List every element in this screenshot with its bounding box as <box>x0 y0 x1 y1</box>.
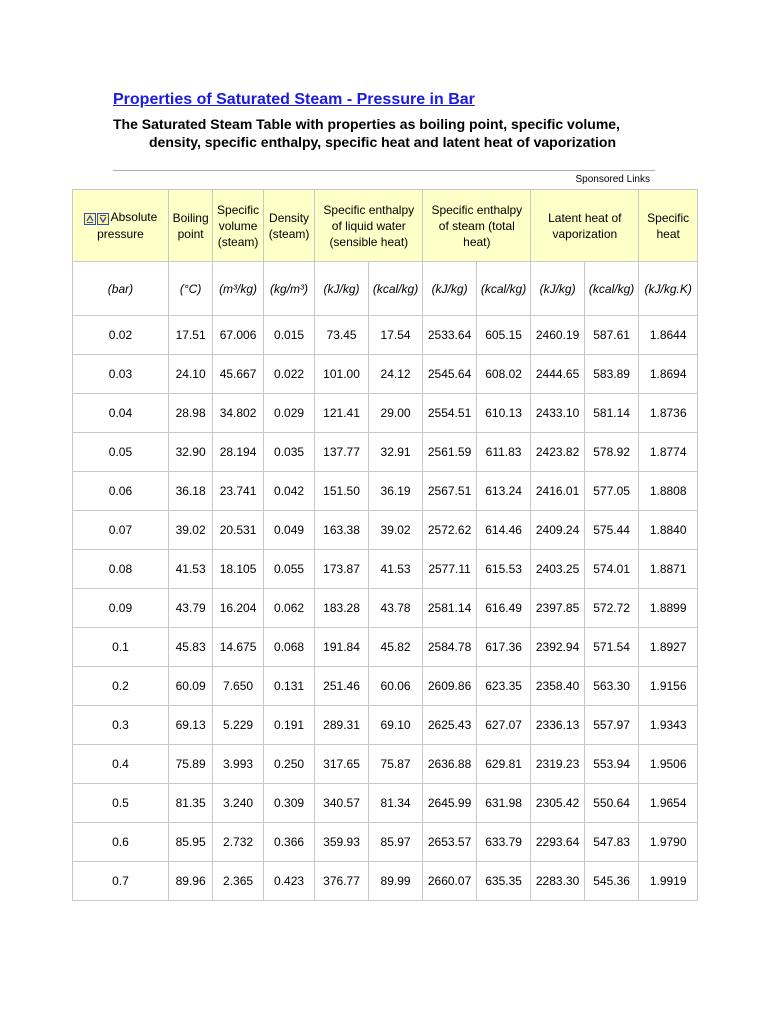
table-cell: 0.029 <box>263 394 314 433</box>
table-cell: 575.44 <box>584 511 639 550</box>
table-cell: 631.98 <box>476 784 531 823</box>
table-cell: 45.667 <box>213 355 263 394</box>
table-cell: 36.18 <box>168 472 212 511</box>
table-cell: 2460.19 <box>531 316 585 355</box>
table-cell: 553.94 <box>584 745 639 784</box>
unit-cell: (kcal/kg) <box>476 262 531 316</box>
table-cell: 578.92 <box>584 433 639 472</box>
table-row <box>73 550 698 589</box>
table-cell: 60.09 <box>168 667 212 706</box>
table-cell: 0.062 <box>263 589 314 628</box>
table-cell: 81.34 <box>368 784 423 823</box>
table-row <box>73 511 698 550</box>
table-cell: 633.79 <box>476 823 531 862</box>
steam-table <box>72 189 698 901</box>
table-cell: 0.2 <box>73 667 169 706</box>
table-cell: 615.53 <box>476 550 531 589</box>
table-cell: 43.79 <box>168 589 212 628</box>
page-title-link[interactable]: Properties of Saturated Steam - Pressure in Bar <box>113 91 475 108</box>
unit-cell: (kcal/kg) <box>584 262 639 316</box>
table-cell: 571.54 <box>584 628 639 667</box>
table-cell: 0.1 <box>73 628 169 667</box>
table-cell: 43.78 <box>368 589 423 628</box>
table-cell: 191.84 <box>315 628 369 667</box>
table-cell: 151.50 <box>315 472 369 511</box>
unit-cell: (kJ/kg) <box>423 262 477 316</box>
table-cell: 2533.64 <box>423 316 477 355</box>
header-boiling-point: Boiling point <box>168 190 212 262</box>
table-cell: 32.90 <box>168 433 212 472</box>
table-cell: 36.19 <box>368 472 423 511</box>
table-cell: 2645.99 <box>423 784 477 823</box>
table-cell: 32.91 <box>368 433 423 472</box>
table-cell: 34.802 <box>213 394 263 433</box>
table-cell: 39.02 <box>368 511 423 550</box>
table-cell: 2.365 <box>213 862 263 901</box>
table-cell: 583.89 <box>584 355 639 394</box>
table-cell: 85.95 <box>168 823 212 862</box>
table-cell: 2584.78 <box>423 628 477 667</box>
sponsored-links-label: Sponsored Links <box>575 174 650 185</box>
units-row <box>73 262 698 316</box>
table-cell: 89.99 <box>368 862 423 901</box>
divider <box>113 170 655 171</box>
table-cell: 0.06 <box>73 472 169 511</box>
table-cell: 41.53 <box>368 550 423 589</box>
table-cell: 0.3 <box>73 706 169 745</box>
table-cell: 2423.82 <box>531 433 585 472</box>
table-cell: 0.042 <box>263 472 314 511</box>
header-latent-heat: Latent heat of vaporization <box>531 190 639 262</box>
table-cell: 73.45 <box>315 316 369 355</box>
table-cell: 0.7 <box>73 862 169 901</box>
table-cell: 629.81 <box>476 745 531 784</box>
table-cell: 2409.24 <box>531 511 585 550</box>
table-cell: 623.35 <box>476 667 531 706</box>
table-row <box>73 628 698 667</box>
table-cell: 14.675 <box>213 628 263 667</box>
table-cell: 1.9156 <box>639 667 698 706</box>
table-cell: 0.068 <box>263 628 314 667</box>
table-cell: 545.36 <box>584 862 639 901</box>
table-cell: 557.97 <box>584 706 639 745</box>
unit-cell: (kJ/kg) <box>315 262 369 316</box>
table-cell: 0.191 <box>263 706 314 745</box>
table-cell: 101.00 <box>315 355 369 394</box>
table-cell: 0.049 <box>263 511 314 550</box>
table-cell: 45.82 <box>368 628 423 667</box>
table-cell: 23.741 <box>213 472 263 511</box>
table-cell: 1.8694 <box>639 355 698 394</box>
table-cell: 2403.25 <box>531 550 585 589</box>
table-cell: 0.423 <box>263 862 314 901</box>
table-cell: 0.03 <box>73 355 169 394</box>
header-specific-volume: Specific volume (steam) <box>213 190 263 262</box>
header-absolute-pressure <box>73 190 169 262</box>
sort-down-icon[interactable] <box>97 213 109 225</box>
table-cell: 16.204 <box>213 589 263 628</box>
table-cell: 577.05 <box>584 472 639 511</box>
table-cell: 0.015 <box>263 316 314 355</box>
table-cell: 0.4 <box>73 745 169 784</box>
header-label: Absolute pressure <box>97 210 158 241</box>
table-row <box>73 784 698 823</box>
table-cell: 2319.23 <box>531 745 585 784</box>
table-row <box>73 394 698 433</box>
table-cell: 610.13 <box>476 394 531 433</box>
table-cell: 359.93 <box>315 823 369 862</box>
table-cell: 0.250 <box>263 745 314 784</box>
table-row <box>73 745 698 784</box>
table-cell: 2572.62 <box>423 511 477 550</box>
table-cell: 0.02 <box>73 316 169 355</box>
table-cell: 2609.86 <box>423 667 477 706</box>
table-cell: 2554.51 <box>423 394 477 433</box>
table-cell: 587.61 <box>584 316 639 355</box>
table-cell: 2653.57 <box>423 823 477 862</box>
table-cell: 0.07 <box>73 511 169 550</box>
table-cell: 2397.85 <box>531 589 585 628</box>
table-cell: 0.6 <box>73 823 169 862</box>
table-cell: 163.38 <box>315 511 369 550</box>
table-cell: 2545.64 <box>423 355 477 394</box>
table-cell: 340.57 <box>315 784 369 823</box>
table-cell: 614.46 <box>476 511 531 550</box>
table-cell: 608.02 <box>476 355 531 394</box>
table-cell: 69.10 <box>368 706 423 745</box>
table-cell: 20.531 <box>213 511 263 550</box>
table-cell: 29.00 <box>368 394 423 433</box>
header-specific-heat: Specific heat <box>639 190 698 262</box>
table-row <box>73 472 698 511</box>
table-cell: 581.14 <box>584 394 639 433</box>
table-cell: 85.97 <box>368 823 423 862</box>
table-cell: 611.83 <box>476 433 531 472</box>
table-cell: 0.05 <box>73 433 169 472</box>
unit-cell: (kcal/kg) <box>368 262 423 316</box>
table-cell: 3.240 <box>213 784 263 823</box>
table-cell: 28.194 <box>213 433 263 472</box>
table-cell: 2660.07 <box>423 862 477 901</box>
table-row <box>73 823 698 862</box>
unit-cell: (°C) <box>168 262 212 316</box>
table-cell: 1.9654 <box>639 784 698 823</box>
table-cell: 550.64 <box>584 784 639 823</box>
table-cell: 2305.42 <box>531 784 585 823</box>
table-cell: 7.650 <box>213 667 263 706</box>
table-cell: 0.04 <box>73 394 169 433</box>
table-cell: 0.309 <box>263 784 314 823</box>
table-cell: 60.06 <box>368 667 423 706</box>
table-cell: 2293.64 <box>531 823 585 862</box>
sort-up-icon[interactable] <box>84 213 96 225</box>
table-cell: 75.87 <box>368 745 423 784</box>
table-cell: 121.41 <box>315 394 369 433</box>
table-cell: 627.07 <box>476 706 531 745</box>
table-cell: 1.9343 <box>639 706 698 745</box>
table-cell: 28.98 <box>168 394 212 433</box>
table-cell: 173.87 <box>315 550 369 589</box>
unit-cell: (bar) <box>73 262 169 316</box>
table-cell: 1.9506 <box>639 745 698 784</box>
table-cell: 2336.13 <box>531 706 585 745</box>
table-cell: 2561.59 <box>423 433 477 472</box>
unit-cell: (kJ/kg) <box>531 262 585 316</box>
table-cell: 17.54 <box>368 316 423 355</box>
table-cell: 0.035 <box>263 433 314 472</box>
table-cell: 0.055 <box>263 550 314 589</box>
table-cell: 17.51 <box>168 316 212 355</box>
table-cell: 547.83 <box>584 823 639 862</box>
table-cell: 613.24 <box>476 472 531 511</box>
table-cell: 317.65 <box>315 745 369 784</box>
table-row <box>73 316 698 355</box>
unit-cell: (kg/m³) <box>263 262 314 316</box>
table-cell: 1.8774 <box>639 433 698 472</box>
table-cell: 1.8644 <box>639 316 698 355</box>
table-cell: 1.8899 <box>639 589 698 628</box>
table-cell: 0.131 <box>263 667 314 706</box>
table-cell: 616.49 <box>476 589 531 628</box>
table-cell: 2636.88 <box>423 745 477 784</box>
table-cell: 2416.01 <box>531 472 585 511</box>
table-cell: 2567.51 <box>423 472 477 511</box>
table-cell: 24.12 <box>368 355 423 394</box>
table-cell: 0.022 <box>263 355 314 394</box>
table-row <box>73 862 698 901</box>
header-enthalpy-steam: Specific enthalpy of steam (total heat) <box>423 190 531 262</box>
table-cell: 1.9790 <box>639 823 698 862</box>
table-cell: 1.8808 <box>639 472 698 511</box>
table-cell: 69.13 <box>168 706 212 745</box>
table-cell: 0.08 <box>73 550 169 589</box>
table-row <box>73 355 698 394</box>
table-cell: 2358.40 <box>531 667 585 706</box>
table-row <box>73 589 698 628</box>
table-cell: 18.105 <box>213 550 263 589</box>
table-cell: 2.732 <box>213 823 263 862</box>
table-cell: 24.10 <box>168 355 212 394</box>
table-cell: 572.72 <box>584 589 639 628</box>
table-cell: 2581.14 <box>423 589 477 628</box>
table-cell: 1.8840 <box>639 511 698 550</box>
table-cell: 1.9919 <box>639 862 698 901</box>
table-row <box>73 706 698 745</box>
table-cell: 75.89 <box>168 745 212 784</box>
table-cell: 89.96 <box>168 862 212 901</box>
table-cell: 5.229 <box>213 706 263 745</box>
unit-cell: (m³/kg) <box>213 262 263 316</box>
table-cell: 563.30 <box>584 667 639 706</box>
table-header-row <box>73 190 698 262</box>
table-cell: 67.006 <box>213 316 263 355</box>
table-cell: 289.31 <box>315 706 369 745</box>
table-cell: 1.8736 <box>639 394 698 433</box>
table-cell: 617.36 <box>476 628 531 667</box>
table-cell: 0.5 <box>73 784 169 823</box>
table-cell: 2625.43 <box>423 706 477 745</box>
table-cell: 574.01 <box>584 550 639 589</box>
table-cell: 137.77 <box>315 433 369 472</box>
table-cell: 39.02 <box>168 511 212 550</box>
header-density: Density (steam) <box>263 190 314 262</box>
table-cell: 2577.11 <box>423 550 477 589</box>
table-cell: 1.8927 <box>639 628 698 667</box>
table-cell: 81.35 <box>168 784 212 823</box>
table-row <box>73 667 698 706</box>
table-cell: 41.53 <box>168 550 212 589</box>
page-subtitle: The Saturated Steam Table with properties as boiling point, specific volume, density, specific enthalpy, specific heat and latent heat of vaporization <box>113 116 620 150</box>
table-cell: 2283.30 <box>531 862 585 901</box>
table-cell: 0.09 <box>73 589 169 628</box>
unit-cell: (kJ/kg.K) <box>639 262 698 316</box>
table-cell: 251.46 <box>315 667 369 706</box>
table-cell: 605.15 <box>476 316 531 355</box>
table-cell: 635.35 <box>476 862 531 901</box>
table-row <box>73 433 698 472</box>
table-cell: 3.993 <box>213 745 263 784</box>
table-cell: 1.8871 <box>639 550 698 589</box>
table-cell: 376.77 <box>315 862 369 901</box>
table-cell: 2392.94 <box>531 628 585 667</box>
table-cell: 2433.10 <box>531 394 585 433</box>
header-enthalpy-liquid: Specific enthalpy of liquid water (sensible heat) <box>315 190 423 262</box>
table-cell: 183.28 <box>315 589 369 628</box>
table-cell: 45.83 <box>168 628 212 667</box>
table-cell: 0.366 <box>263 823 314 862</box>
table-cell: 2444.65 <box>531 355 585 394</box>
